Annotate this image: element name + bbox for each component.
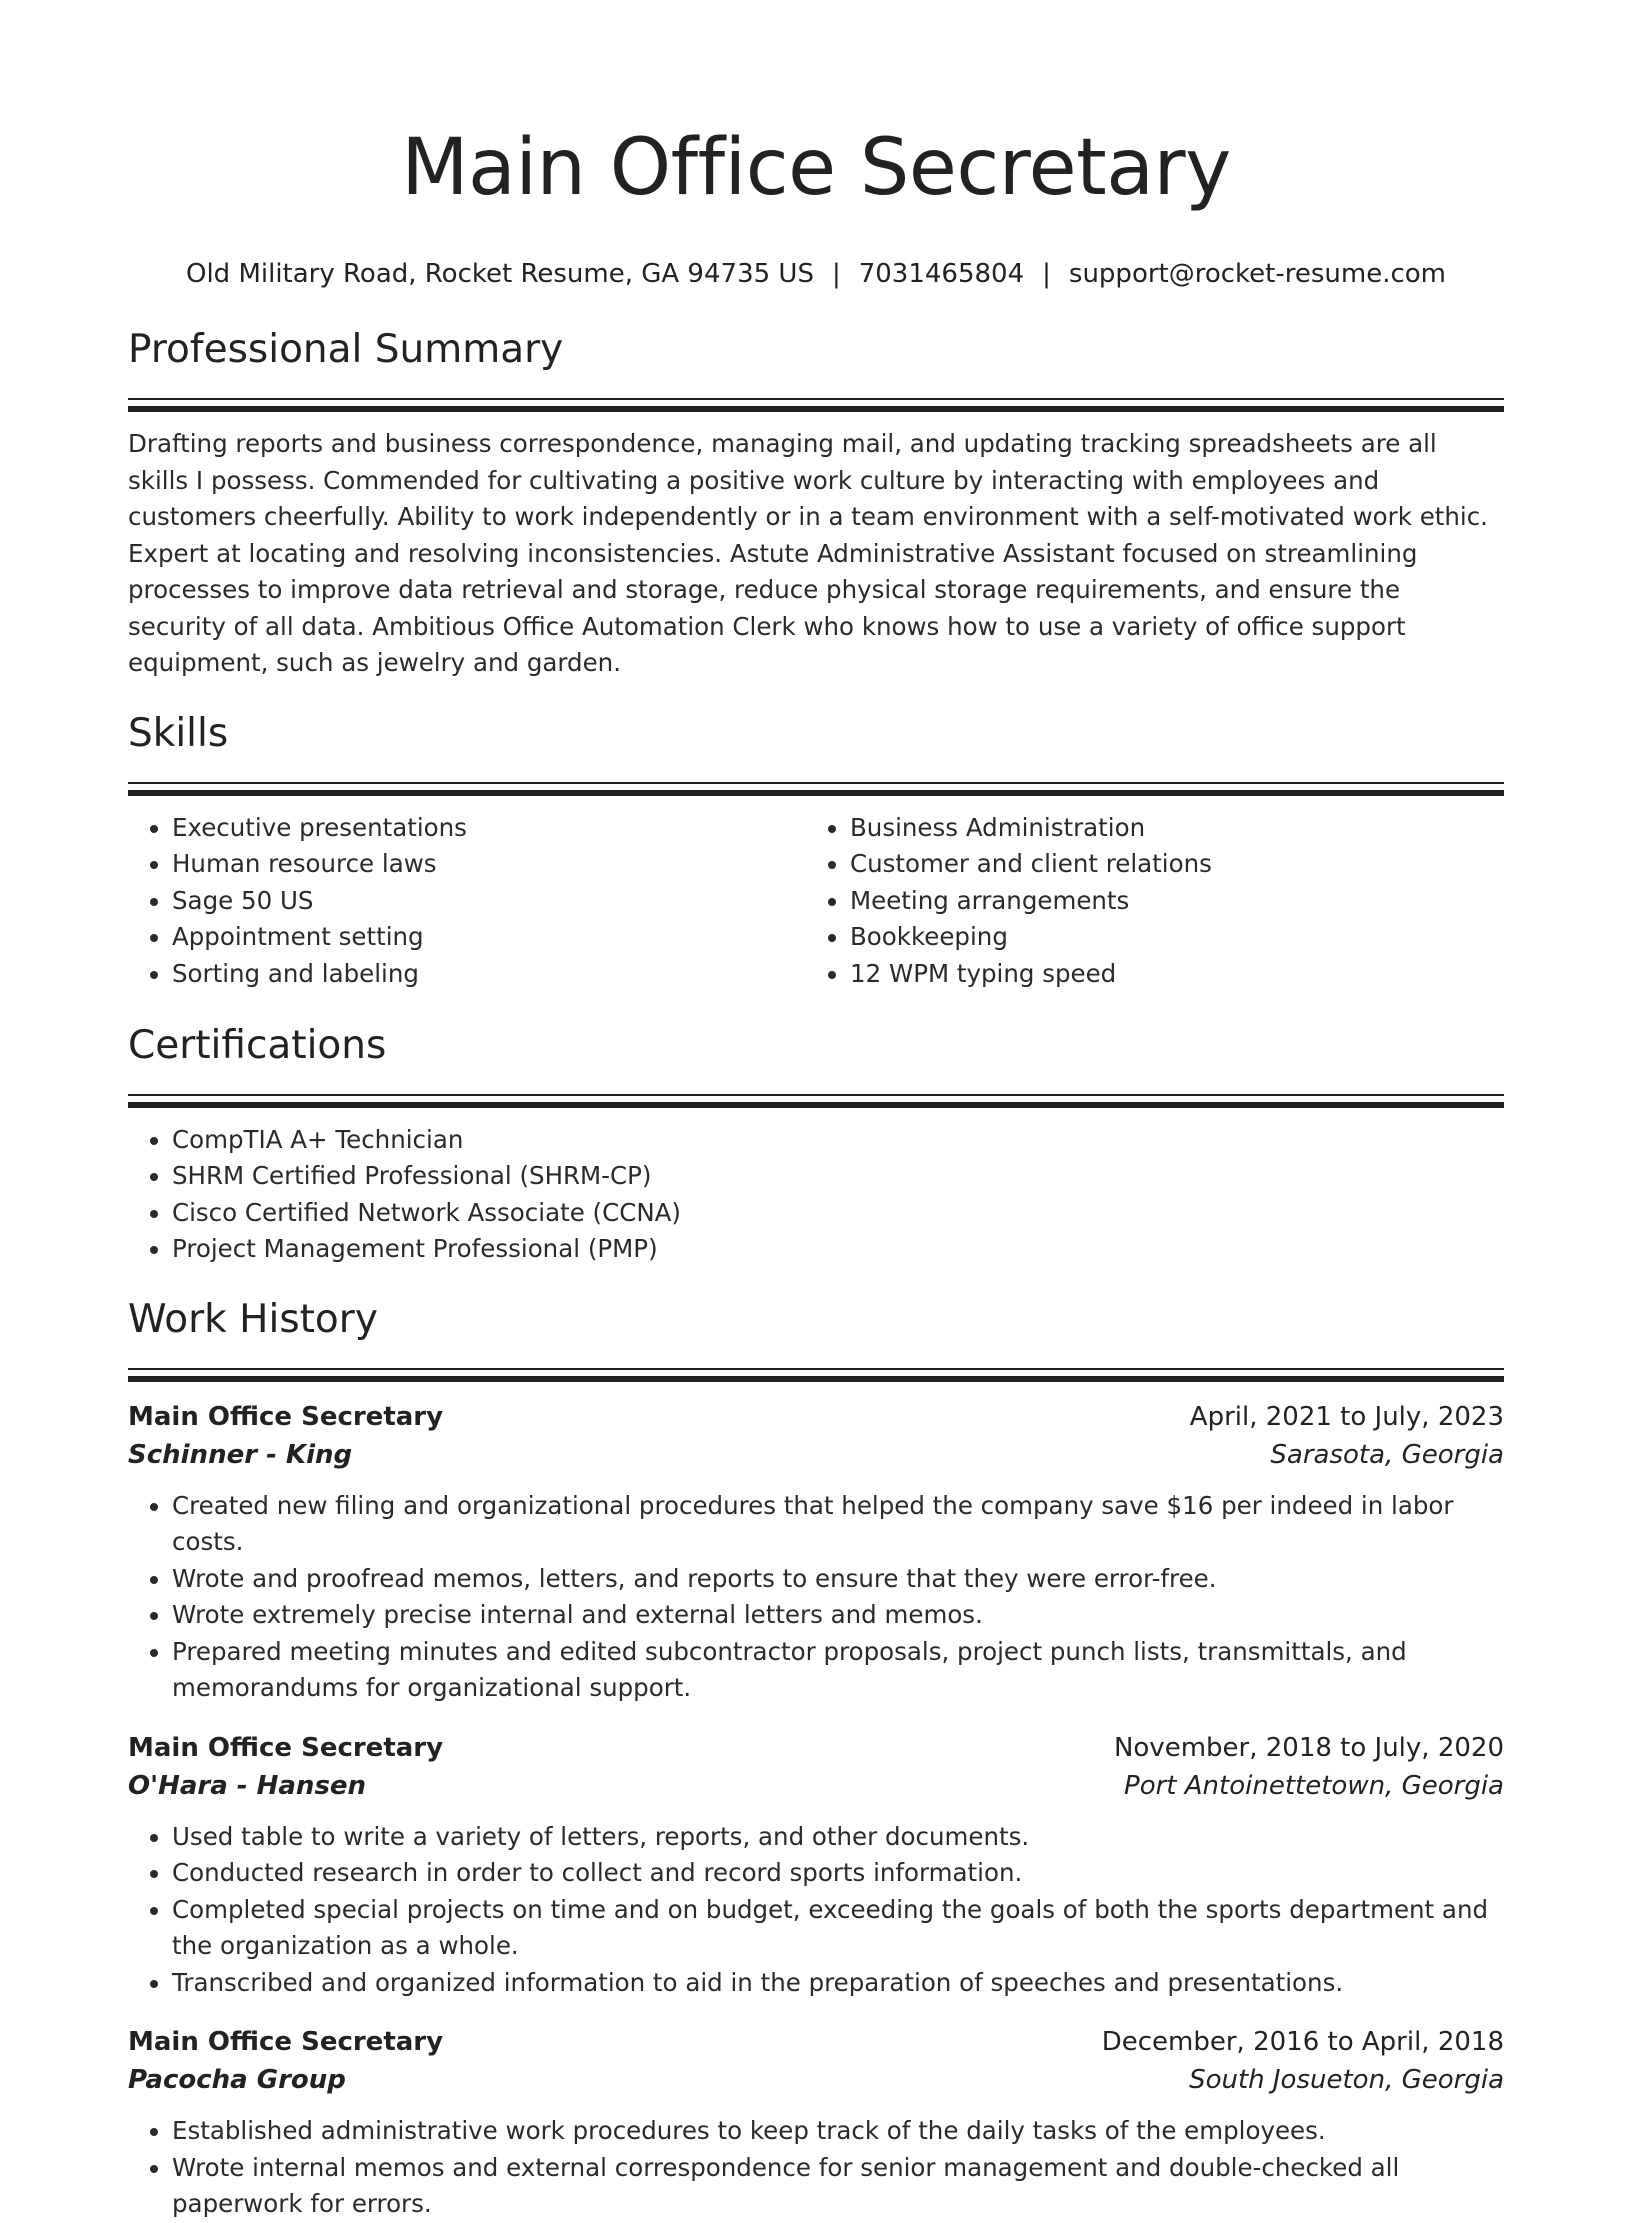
job-company: Schinner - King — [128, 1439, 353, 1470]
skills-section — [128, 708, 1504, 994]
certifications-section — [128, 1020, 1504, 1268]
job-bullet: • Wrote extremely precise internal and external letters and memos. — [172, 1597, 1504, 1634]
skill-item: • 12 WPM typing speed — [850, 956, 1486, 993]
job-dates: December, 2016 to April, 2018 — [1101, 2027, 1504, 2057]
resume-page — [128, 0, 1504, 2223]
job-title: Main Office Secretary — [128, 1732, 444, 1763]
skill-item: • Sage 50 US — [172, 883, 768, 920]
job-bullet: • Wrote internal memos and external correspondence for senior management and double-checked all paperwork for errors. — [172, 2150, 1504, 2223]
job-bullet: • Transcribed and organized information to aid in the preparation of speeches and presentations. — [172, 1965, 1504, 2002]
contact-address: Old Military Road, Rocket Resume, GA 94735 US — [185, 259, 814, 289]
summary-text: Drafting reports and business correspondence, managing mail, and updating tracking spreadsheets are all skills I possess. Commended for cultivating a positive work culture by interacting with employees and customers cheerfully. Ability to work independently or in a team environment with a self-motivated work ethic. Expert at locating and resolving inconsistencies. Astute Administrative Assistant focused on streamlining processes to improve data retrieval and storage, reduce physical storage requirements, and ensure the security of all data. Ambitious Office Automation Clerk who knows how to use a variety of office support equipment, such as jewelry and garden. — [128, 429, 1488, 677]
work-history-section — [128, 1294, 1504, 2223]
contact-email: support@rocket-resume.com — [1068, 259, 1447, 289]
section-divider — [128, 782, 1504, 796]
section-divider — [128, 398, 1504, 412]
certification-item: • Project Management Professional (PMP) — [172, 1231, 1504, 1268]
skill-item: • Sorting and labeling — [172, 956, 768, 993]
skill-item: • Executive presentations — [172, 810, 768, 847]
summary-section — [128, 324, 1504, 682]
job-bullet: • Completed special projects on time and on budget, exceeding the goals of both the sports department and the organization as a whole. — [172, 1892, 1504, 1965]
job-bullet-list — [128, 1488, 1504, 1707]
contact-line — [128, 254, 1504, 294]
section-title-certifications: Certifications — [128, 1022, 387, 1068]
job-bullet-list — [128, 1819, 1504, 2002]
section-title-skills: Skills — [128, 710, 229, 756]
section-title-summary: Professional Summary — [128, 327, 564, 372]
skill-item: • Customer and client relations — [850, 846, 1486, 883]
section-divider — [128, 1368, 1504, 1382]
skill-item: • Business Administration — [850, 810, 1486, 847]
skill-item: • Bookkeeping — [850, 919, 1486, 956]
job-bullet: • Prepared meeting minutes and edited subcontractor proposals, project punch lists, transmittals, and memorandums for organizational support. — [172, 1634, 1504, 1707]
job-entry — [128, 1398, 1504, 1707]
job-title: Main Office Secretary — [128, 2027, 444, 2057]
job-location: South Josueton, Georgia — [1189, 2065, 1504, 2095]
job-dates: April, 2021 to July, 2023 — [1189, 1401, 1504, 1432]
skill-item: • Appointment setting — [172, 919, 768, 956]
skills-list-left — [128, 810, 768, 993]
resume-name: Main Office Secretary — [401, 123, 1231, 213]
job-company: Pacocha Group — [128, 2065, 346, 2095]
skill-item: • Meeting arrangements — [850, 883, 1486, 920]
certification-item: • Cisco Certified Network Associate (CCNA) — [172, 1195, 1504, 1232]
job-bullet: • Wrote and proofread memos, letters, and reports to ensure that they were error-free. — [172, 1561, 1504, 1598]
job-bullet: • Conducted research in order to collect and record sports information. — [172, 1855, 1504, 1892]
job-company: O'Hara - Hansen — [128, 1770, 367, 1801]
job-entry — [128, 2023, 1504, 2223]
job-bullet-list — [128, 2113, 1504, 2223]
contact-separator: | — [831, 259, 841, 289]
job-bullet: • Created new filing and organizational procedures that helped the company save $16 per indeed in labor costs. — [172, 1488, 1504, 1561]
contact-phone: 7031465804 — [858, 259, 1025, 289]
contact-separator: | — [1042, 259, 1051, 289]
section-title-work-history: Work History — [128, 1296, 378, 1342]
certification-item: • CompTIA A+ Technician — [172, 1122, 1504, 1159]
job-bullet: • Used table to write a variety of letters, reports, and other documents. — [172, 1819, 1504, 1856]
job-title: Main Office Secretary — [128, 1401, 444, 1432]
certifications-list — [128, 1122, 1504, 1268]
job-location: Sarasota, Georgia — [1270, 1439, 1504, 1470]
job-location: Port Antoinettetown, Georgia — [1124, 1770, 1504, 1801]
skill-item: • Human resource laws — [172, 846, 768, 883]
certification-item: • SHRM Certified Professional (SHRM-CP) — [172, 1158, 1504, 1195]
job-dates: November, 2018 to July, 2020 — [1113, 1732, 1504, 1763]
skills-list-right — [806, 810, 1486, 993]
section-divider — [128, 1094, 1504, 1108]
job-bullet: • Established administrative work procedures to keep track of the daily tasks of the employees. — [172, 2113, 1504, 2150]
job-entry — [128, 1729, 1504, 2002]
